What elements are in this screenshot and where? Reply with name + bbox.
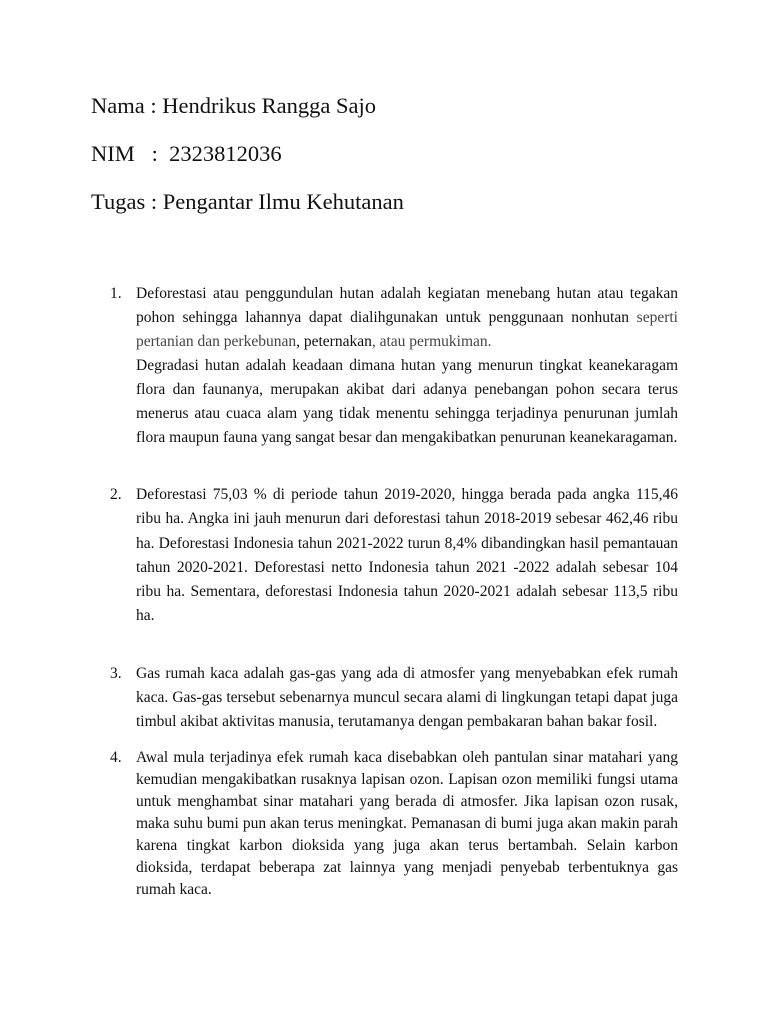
item-paragraph [136, 282, 678, 354]
item-number: 4. [110, 748, 122, 766]
item-paragraph: Gas rumah kaca adalah gas-gas yang ada di atmosfer yang menyebabkan efek rumah kaca. Gas-gas tersebut sebenarnya muncul secara alami di lingkungan tetapi dapat juga timbul akibat aktivitas manusia, terutamanya dengan pembakaran bahan bakar fosil. [136, 664, 678, 731]
list-item [0, 483, 768, 629]
answer-list [0, 282, 768, 901]
item-number: 2. [110, 486, 122, 503]
item-text-highlight: , atau permukiman. [371, 333, 492, 350]
item-number: 1. [110, 285, 122, 302]
list-item [0, 747, 768, 901]
item-text-highlight: seperti pertanian dan perkebunan [136, 309, 678, 350]
item-text: , peternakan [296, 333, 372, 350]
list-item [0, 662, 768, 735]
name-line: Nama : Hendrikus Rangga Sajo [91, 93, 376, 118]
nim-line: NIM : 2323812036 [91, 141, 282, 166]
task-line: Tugas : Pengantar Ilmu Kehutanan [91, 189, 404, 214]
list-item [0, 282, 768, 450]
item-paragraph: Awal mula terjadinya efek rumah kaca disebabkan oleh pantulan sinar matahari yang kemudian mengakibatkan rusaknya lapisan ozon. Lapisan ozon memiliki fungsi utama untuk menghambat sinar matahari yang berada di atmosfer. Jika lapisan ozon rusak, maka suhu bumi pun akan terus meningkat. Pemanasan di bumi juga akan makin parah karena tingkat karbon dioksida yang juga akan terus bertambah. Selain karbon dioksida, terdapat beberapa zat lainnya yang menjadi penyebab terbentuknya gas rumah kaca. [136, 748, 678, 898]
item-text: Deforestasi atau penggundulan hutan adalah kegiatan menebang hutan atau tegakan pohon sehingga lahannya dapat dialihgunakan untuk penggunaan nonhutan [136, 285, 678, 326]
item-number: 3. [110, 664, 122, 682]
item-paragraph: Deforestasi 75,03 % di periode tahun 2019-2020, hingga berada pada angka 115,46 ribu ha. Angka ini jauh menurun dari deforestasi tahun 2018-2019 sebesar 462,46 ribu ha. Deforestasi Indonesia tahun 2021-2022 turun 8,4% dibandingkan hasil pemantauan tahun 2020-2021. Deforestasi netto Indonesia tahun 2021 -2022 adalah sebesar 104 ribu ha. Sementara, deforestasi Indonesia tahun 2020-2021 adalah sebesar 113,5 ribu ha. [136, 486, 678, 625]
item-paragraph-second: Degradasi hutan adalah keadaan dimana hutan yang menurun tingkat keanekaragam flora dan faunanya, merupakan akibat dari adanya penebangan pohon secara terus menerus atau cuaca alam yang tidak menentu sehingga terjadinya penurunan jumlah flora maupun fauna yang sangat besar dan mengakibatkan penurunan keanekaragaman. [136, 357, 678, 446]
student-header [91, 94, 404, 214]
